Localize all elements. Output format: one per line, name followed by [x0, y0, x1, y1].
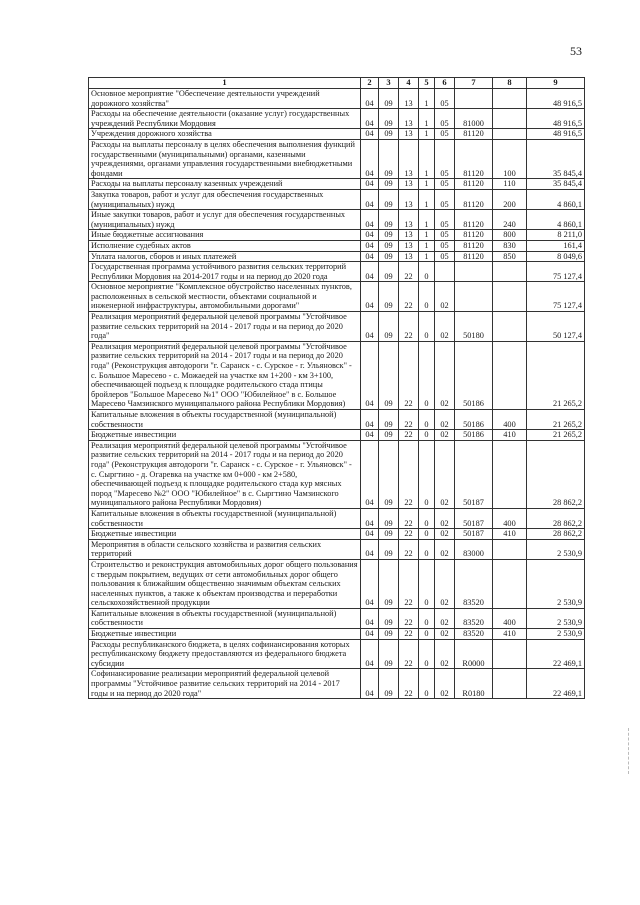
program-code-cell: 22	[399, 262, 419, 282]
target-code-cell	[455, 89, 493, 109]
table-row	[89, 410, 585, 430]
table-row	[89, 282, 585, 312]
amount-cell: 2 530,9	[527, 559, 585, 608]
page-number: 53	[570, 44, 582, 58]
subsection-code-cell: 09	[379, 210, 399, 230]
subsection-code-cell: 09	[379, 262, 399, 282]
target-code-cell: 81120	[455, 189, 493, 209]
program-code-cell: 22	[399, 669, 419, 699]
target-code-cell: 83520	[455, 608, 493, 628]
header-cell: 7	[455, 78, 493, 89]
table-row	[89, 109, 585, 129]
event-code-cell: 05	[435, 109, 455, 129]
subsection-code-cell: 09	[379, 669, 399, 699]
section-code-cell: 04	[361, 608, 379, 628]
target-code-cell: 81120	[455, 251, 493, 262]
section-code-cell: 04	[361, 410, 379, 430]
target-code-cell: 50187	[455, 508, 493, 528]
subprogram-code-cell: 1	[419, 210, 435, 230]
table-row	[89, 312, 585, 342]
subprogram-code-cell: 0	[419, 282, 435, 312]
amount-cell: 4 860,1	[527, 189, 585, 209]
header-cell: 5	[419, 78, 435, 89]
row-name-cell: Уплата налогов, сборов и иных платежей	[89, 251, 361, 262]
event-code-cell: 02	[435, 282, 455, 312]
expense-type-cell: 200	[493, 189, 527, 209]
event-code-cell	[435, 262, 455, 282]
target-code-cell: 50186	[455, 341, 493, 409]
subprogram-code-cell: 0	[419, 440, 435, 508]
row-name-cell: Реализация мероприятий федеральной целевой программы "Устойчивое развитие сельских территорий на 2014 - 2017 годы и на период до 2020 года" (Реконструкция автодороги "г. Саранск - с. Сурское - г. Ульяновск" - с. Большое Маресево - с. Можаедей на участке км 1+200 - км 3+100, обеспечивающей подъезд к площадке родительского стада птицы бройлеров "Большое Маресево №1" ООО "Юбилейное" в с. Большое Маресево Чамзинского муниципального района Республики Мордовия)	[89, 341, 361, 409]
event-code-cell: 05	[435, 230, 455, 241]
margin-mark	[628, 728, 633, 774]
target-code-cell: 81120	[455, 129, 493, 140]
expense-type-cell: 410	[493, 629, 527, 640]
subsection-code-cell: 09	[379, 608, 399, 628]
program-code-cell: 22	[399, 559, 419, 608]
event-code-cell: 02	[435, 669, 455, 699]
section-code-cell: 04	[361, 179, 379, 190]
row-name-cell: Бюджетные инвестиции	[89, 529, 361, 540]
target-code-cell: 81120	[455, 240, 493, 251]
program-code-cell: 22	[399, 629, 419, 640]
program-code-cell: 22	[399, 440, 419, 508]
event-code-cell: 02	[435, 559, 455, 608]
event-code-cell: 05	[435, 189, 455, 209]
subprogram-code-cell: 0	[419, 559, 435, 608]
target-code-cell: 81000	[455, 109, 493, 129]
table-row	[89, 179, 585, 190]
program-code-cell: 13	[399, 251, 419, 262]
subprogram-code-cell: 1	[419, 240, 435, 251]
subsection-code-cell: 09	[379, 539, 399, 559]
program-code-cell: 13	[399, 89, 419, 109]
event-code-cell: 05	[435, 129, 455, 140]
expense-type-cell	[493, 539, 527, 559]
expense-type-cell	[493, 669, 527, 699]
subprogram-code-cell: 0	[419, 410, 435, 430]
section-code-cell: 04	[361, 341, 379, 409]
row-name-cell: Учреждения дорожного хозяйства	[89, 129, 361, 140]
amount-cell: 2 530,9	[527, 539, 585, 559]
subsection-code-cell: 09	[379, 341, 399, 409]
subprogram-code-cell: 0	[419, 341, 435, 409]
section-code-cell: 04	[361, 312, 379, 342]
subprogram-code-cell: 0	[419, 539, 435, 559]
subprogram-code-cell: 0	[419, 629, 435, 640]
section-code-cell: 04	[361, 251, 379, 262]
amount-cell: 8 049,6	[527, 251, 585, 262]
amount-cell: 28 862,2	[527, 508, 585, 528]
row-name-cell: Расходы республиканского бюджета, в целях софинансирования которых республиканскому бюджету предоставляются из федерального бюджета субсидии	[89, 639, 361, 669]
section-code-cell: 04	[361, 440, 379, 508]
event-code-cell: 02	[435, 508, 455, 528]
event-code-cell: 02	[435, 608, 455, 628]
target-code-cell: 50186	[455, 410, 493, 430]
target-code-cell: 50187	[455, 440, 493, 508]
event-code-cell: 02	[435, 312, 455, 342]
subsection-code-cell: 09	[379, 559, 399, 608]
subprogram-code-cell: 0	[419, 639, 435, 669]
header-cell: 6	[435, 78, 455, 89]
target-code-cell: 83520	[455, 629, 493, 640]
event-code-cell: 02	[435, 529, 455, 540]
section-code-cell: 04	[361, 669, 379, 699]
table-row	[89, 430, 585, 441]
event-code-cell: 05	[435, 139, 455, 178]
table-row	[89, 139, 585, 178]
table-row	[89, 629, 585, 640]
subprogram-code-cell: 1	[419, 230, 435, 241]
table-row	[89, 341, 585, 409]
event-code-cell: 05	[435, 251, 455, 262]
expense-type-cell: 400	[493, 608, 527, 628]
target-code-cell: 81120	[455, 230, 493, 241]
row-name-cell: Государственная программа устойчивого развития сельских территорий Республики Мордовия на 2014-2017 годы и на период до 2020 года	[89, 262, 361, 282]
target-code-cell: 81120	[455, 139, 493, 178]
amount-cell: 75 127,4	[527, 262, 585, 282]
subprogram-code-cell: 0	[419, 262, 435, 282]
row-name-cell: Закупка товаров, работ и услуг для обеспечения государственных (муниципальных) нужд	[89, 189, 361, 209]
section-code-cell: 04	[361, 430, 379, 441]
subsection-code-cell: 09	[379, 282, 399, 312]
subsection-code-cell: 09	[379, 179, 399, 190]
program-code-cell: 22	[399, 529, 419, 540]
expense-type-cell	[493, 129, 527, 140]
amount-cell: 50 127,4	[527, 312, 585, 342]
target-code-cell: 50180	[455, 312, 493, 342]
program-code-cell: 13	[399, 230, 419, 241]
target-code-cell	[455, 262, 493, 282]
row-name-cell: Расходы на обеспечение деятельности (оказание услуг) государственных учреждений Республики Мордовия	[89, 109, 361, 129]
amount-cell: 8 211,0	[527, 230, 585, 241]
row-name-cell: Расходы на выплаты персоналу в целях обеспечения выполнения функций государственными (муниципальными) органами, казенными учреждениями, органами управления государственными внебюджетными фондами	[89, 139, 361, 178]
expense-type-cell	[493, 639, 527, 669]
amount-cell: 28 862,2	[527, 440, 585, 508]
amount-cell: 21 265,2	[527, 430, 585, 441]
expense-type-cell: 850	[493, 251, 527, 262]
table-row	[89, 189, 585, 209]
header-cell: 2	[361, 78, 379, 89]
amount-cell: 22 469,1	[527, 669, 585, 699]
subprogram-code-cell: 1	[419, 179, 435, 190]
subsection-code-cell: 09	[379, 251, 399, 262]
row-name-cell: Мероприятия в области сельского хозяйства и развития сельских территорий	[89, 539, 361, 559]
event-code-cell: 05	[435, 240, 455, 251]
expense-type-cell	[493, 282, 527, 312]
amount-cell: 4 860,1	[527, 210, 585, 230]
table-row	[89, 240, 585, 251]
row-name-cell: Капитальные вложения в объекты государственной (муниципальной) собственности	[89, 608, 361, 628]
amount-cell: 21 265,2	[527, 410, 585, 430]
expense-type-cell	[493, 89, 527, 109]
amount-cell: 22 469,1	[527, 639, 585, 669]
budget-table	[88, 77, 585, 699]
event-code-cell: 02	[435, 629, 455, 640]
expense-type-cell: 410	[493, 529, 527, 540]
amount-cell: 28 862,2	[527, 529, 585, 540]
section-code-cell: 04	[361, 529, 379, 540]
amount-cell: 48 916,5	[527, 129, 585, 140]
section-code-cell: 04	[361, 240, 379, 251]
program-code-cell: 22	[399, 410, 419, 430]
expense-type-cell: 800	[493, 230, 527, 241]
expense-type-cell: 400	[493, 410, 527, 430]
amount-cell: 75 127,4	[527, 282, 585, 312]
table-header-row	[89, 78, 585, 89]
target-code-cell: 81120	[455, 179, 493, 190]
subsection-code-cell: 09	[379, 312, 399, 342]
program-code-cell: 22	[399, 608, 419, 628]
section-code-cell: 04	[361, 89, 379, 109]
target-code-cell: 83520	[455, 559, 493, 608]
subsection-code-cell: 09	[379, 639, 399, 669]
row-name-cell: Капитальные вложения в объекты государственной (муниципальной) собственности	[89, 508, 361, 528]
section-code-cell: 04	[361, 639, 379, 669]
table-row	[89, 210, 585, 230]
expense-type-cell	[493, 109, 527, 129]
table-row	[89, 529, 585, 540]
subsection-code-cell: 09	[379, 89, 399, 109]
subsection-code-cell: 09	[379, 230, 399, 241]
target-code-cell: R0000	[455, 639, 493, 669]
row-name-cell: Реализация мероприятий федеральной целевой программы "Устойчивое развитие сельских территорий на 2014 - 2017 годы и на период до 2020 года" (Реконструкция автодороги "г. Саранск - с. Сурское - г. Ульяновск" - с. Сыргтино - д. Огаревка на участке км 0+000 - км 2+580, обеспечивающей подъезд к площадке родительского стада кур мясных пород "Маресево №2" ООО "Юбилейное" в с. Сыргтино Чамзинского муниципального района Республики Мордовия)	[89, 440, 361, 508]
section-code-cell: 04	[361, 129, 379, 140]
table-row	[89, 251, 585, 262]
amount-cell: 48 916,5	[527, 109, 585, 129]
table-row	[89, 89, 585, 109]
section-code-cell: 04	[361, 282, 379, 312]
row-name-cell: Основное мероприятие "Обеспечение деятельности учреждений дорожного хозяйства"	[89, 89, 361, 109]
subprogram-code-cell: 1	[419, 189, 435, 209]
expense-type-cell: 100	[493, 139, 527, 178]
expense-type-cell	[493, 312, 527, 342]
table-row	[89, 669, 585, 699]
header-cell: 9	[527, 78, 585, 89]
event-code-cell: 02	[435, 410, 455, 430]
target-code-cell: 83000	[455, 539, 493, 559]
amount-cell: 161,4	[527, 240, 585, 251]
table-row	[89, 639, 585, 669]
table-row	[89, 508, 585, 528]
header-cell: 3	[379, 78, 399, 89]
event-code-cell: 02	[435, 430, 455, 441]
section-code-cell: 04	[361, 189, 379, 209]
section-code-cell: 04	[361, 109, 379, 129]
subprogram-code-cell: 1	[419, 129, 435, 140]
program-code-cell: 13	[399, 189, 419, 209]
event-code-cell: 05	[435, 179, 455, 190]
amount-cell: 35 845,4	[527, 139, 585, 178]
target-code-cell: 50187	[455, 529, 493, 540]
event-code-cell: 05	[435, 210, 455, 230]
program-code-cell: 22	[399, 282, 419, 312]
subsection-code-cell: 09	[379, 129, 399, 140]
program-code-cell: 22	[399, 341, 419, 409]
section-code-cell: 04	[361, 230, 379, 241]
table-row	[89, 129, 585, 140]
section-code-cell: 04	[361, 508, 379, 528]
expense-type-cell: 240	[493, 210, 527, 230]
expense-type-cell	[493, 559, 527, 608]
subprogram-code-cell: 0	[419, 529, 435, 540]
header-cell: 8	[493, 78, 527, 89]
target-code-cell: R0180	[455, 669, 493, 699]
program-code-cell: 13	[399, 210, 419, 230]
subsection-code-cell: 09	[379, 109, 399, 129]
subsection-code-cell: 09	[379, 189, 399, 209]
section-code-cell: 04	[361, 539, 379, 559]
row-name-cell: Софинансирование реализации мероприятий федеральной целевой программы "Устойчивое развитие сельских территорий на 2014 - 2017 годы и на период до 2020 года"	[89, 669, 361, 699]
row-name-cell: Основное мероприятие "Комплексное обустройство населенных пунктов, расположенных в сельской местности, объектами социальной и инженерной инфраструктуры, автомобильными дорогами"	[89, 282, 361, 312]
amount-cell: 48 916,5	[527, 89, 585, 109]
event-code-cell: 02	[435, 341, 455, 409]
target-code-cell: 50186	[455, 430, 493, 441]
header-cell: 1	[89, 78, 361, 89]
section-code-cell: 04	[361, 629, 379, 640]
subsection-code-cell: 09	[379, 508, 399, 528]
program-code-cell: 13	[399, 129, 419, 140]
table-row	[89, 440, 585, 508]
subprogram-code-cell: 1	[419, 139, 435, 178]
event-code-cell: 02	[435, 639, 455, 669]
amount-cell: 2 530,9	[527, 629, 585, 640]
subprogram-code-cell: 0	[419, 312, 435, 342]
program-code-cell: 22	[399, 539, 419, 559]
row-name-cell: Реализация мероприятий федеральной целевой программы "Устойчивое развитие сельских территорий на 2014 - 2017 годы и на период до 2020 года"	[89, 312, 361, 342]
subsection-code-cell: 09	[379, 440, 399, 508]
section-code-cell: 04	[361, 210, 379, 230]
amount-cell: 21 265,2	[527, 341, 585, 409]
program-code-cell: 13	[399, 109, 419, 129]
subsection-code-cell: 09	[379, 139, 399, 178]
row-name-cell: Строительство и реконструкция автомобильных дорог общего пользования с твердым покрытием, ведущих от сети автомобильных дорог общего пользования к ближайшим общественно значимым объектам сельских населенных пунктов, а также к объектам производства и переработки сельскохозяйственной продукции	[89, 559, 361, 608]
program-code-cell: 13	[399, 179, 419, 190]
table-row	[89, 230, 585, 241]
program-code-cell: 22	[399, 508, 419, 528]
target-code-cell	[455, 282, 493, 312]
program-code-cell: 22	[399, 430, 419, 441]
program-code-cell: 13	[399, 240, 419, 251]
table-row	[89, 539, 585, 559]
subprogram-code-cell: 0	[419, 508, 435, 528]
subprogram-code-cell: 1	[419, 89, 435, 109]
expense-type-cell: 110	[493, 179, 527, 190]
section-code-cell: 04	[361, 262, 379, 282]
subsection-code-cell: 09	[379, 430, 399, 441]
expense-type-cell: 830	[493, 240, 527, 251]
subsection-code-cell: 09	[379, 529, 399, 540]
subsection-code-cell: 09	[379, 629, 399, 640]
row-name-cell: Иные закупки товаров, работ и услуг для обеспечения государственных (муниципальных) нужд	[89, 210, 361, 230]
expense-type-cell: 410	[493, 430, 527, 441]
expense-type-cell	[493, 341, 527, 409]
subprogram-code-cell: 1	[419, 251, 435, 262]
table-row	[89, 608, 585, 628]
amount-cell: 35 845,4	[527, 179, 585, 190]
program-code-cell: 22	[399, 312, 419, 342]
target-code-cell: 81120	[455, 210, 493, 230]
row-name-cell: Иные бюджетные ассигнования	[89, 230, 361, 241]
row-name-cell: Бюджетные инвестиции	[89, 430, 361, 441]
subsection-code-cell: 09	[379, 410, 399, 430]
row-name-cell: Исполнение судебных актов	[89, 240, 361, 251]
expense-type-cell	[493, 440, 527, 508]
row-name-cell: Бюджетные инвестиции	[89, 629, 361, 640]
program-code-cell: 13	[399, 139, 419, 178]
row-name-cell: Капитальные вложения в объекты государственной (муниципальной) собственности	[89, 410, 361, 430]
header-cell: 4	[399, 78, 419, 89]
subprogram-code-cell: 0	[419, 430, 435, 441]
subprogram-code-cell: 0	[419, 669, 435, 699]
event-code-cell: 02	[435, 440, 455, 508]
event-code-cell: 05	[435, 89, 455, 109]
table-row	[89, 559, 585, 608]
program-code-cell: 22	[399, 639, 419, 669]
subprogram-code-cell: 0	[419, 608, 435, 628]
amount-cell: 2 530,9	[527, 608, 585, 628]
section-code-cell: 04	[361, 139, 379, 178]
subprogram-code-cell: 1	[419, 109, 435, 129]
table-row	[89, 262, 585, 282]
event-code-cell: 02	[435, 539, 455, 559]
section-code-cell: 04	[361, 559, 379, 608]
row-name-cell: Расходы на выплаты персоналу казенных учреждений	[89, 179, 361, 190]
expense-type-cell	[493, 262, 527, 282]
subsection-code-cell: 09	[379, 240, 399, 251]
expense-type-cell: 400	[493, 508, 527, 528]
